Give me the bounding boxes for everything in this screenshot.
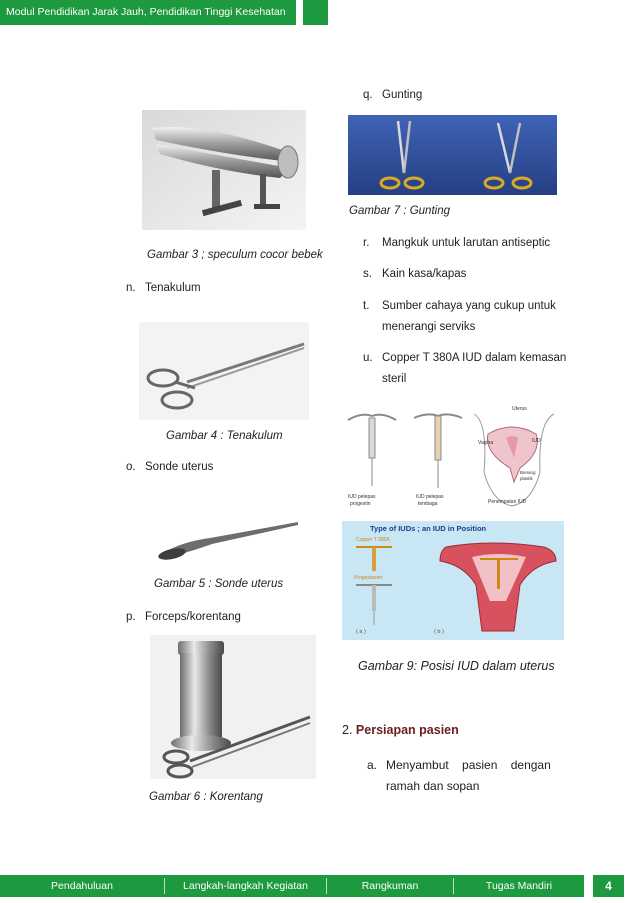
figure-6-caption: Gambar 6 : Korentang bbox=[149, 791, 263, 803]
fig8-label-progestin-2: progestin bbox=[350, 501, 371, 507]
list-marker: a. bbox=[367, 758, 378, 772]
list-text-line2: menerangi serviks bbox=[382, 321, 476, 333]
footer-tab-rangkuman[interactable]: Rangkuman bbox=[361, 880, 419, 892]
fig8-label-iud: IUD bbox=[532, 438, 541, 444]
tenakulum-image bbox=[139, 322, 309, 420]
list-text: Kain kasa/kapas bbox=[382, 268, 467, 280]
fig8-label-penempatan: Penempatan IUD bbox=[488, 499, 527, 505]
figure-sonde bbox=[150, 492, 302, 570]
figure-tenakulum bbox=[139, 322, 309, 420]
list-text: Mangkuk untuk larutan antiseptic bbox=[382, 237, 551, 249]
list-item-t bbox=[363, 296, 563, 338]
list-text: Forceps/korentang bbox=[145, 611, 241, 623]
list-marker: q. bbox=[363, 89, 373, 101]
list-text: Sonde uterus bbox=[145, 461, 214, 473]
list-text: Tenakulum bbox=[145, 282, 201, 294]
figure-7-caption: Gambar 7 : Gunting bbox=[349, 205, 450, 217]
footer-tab-pendahuluan[interactable]: Pendahuluan bbox=[51, 880, 113, 892]
iud-position-image bbox=[342, 521, 564, 640]
fig9-label-b: ( b ) bbox=[434, 629, 444, 635]
fig8-label-progestin-1: IUD pelepas bbox=[348, 494, 376, 500]
gunting-image bbox=[348, 115, 557, 195]
section-heading-persiapan bbox=[342, 723, 459, 737]
fig8-label-benang: Benang bbox=[520, 470, 536, 475]
list-marker: s. bbox=[363, 268, 372, 280]
list-item-q bbox=[363, 89, 422, 101]
list-item-a bbox=[367, 755, 567, 801]
section-number: 2. bbox=[342, 723, 353, 737]
figure-iud-position bbox=[342, 521, 564, 640]
fig8-label-uterus: Uterus bbox=[512, 406, 527, 412]
header-bar bbox=[0, 0, 296, 25]
list-marker: p. bbox=[126, 611, 136, 623]
list-item-u bbox=[363, 348, 567, 390]
list-text-line1: Menyambut pasien dengan bbox=[386, 758, 551, 772]
figure-5-caption: Gambar 5 : Sonde uterus bbox=[154, 578, 284, 590]
list-item-n bbox=[126, 282, 201, 294]
figure-9-caption: Gambar 9: Posisi IUD dalam uterus bbox=[358, 659, 555, 673]
list-item-o bbox=[126, 461, 213, 473]
fig8-label-plastik: plastik bbox=[520, 476, 533, 481]
list-marker: o. bbox=[126, 461, 136, 473]
figure-speculum bbox=[142, 110, 306, 230]
footer-tab-langkah-kegiatan[interactable]: Langkah-langkah Kegiatan bbox=[183, 880, 308, 892]
fig9-label-a: ( a ) bbox=[356, 629, 366, 635]
figure-3-caption: Gambar 3 ; speculum cocor bebek bbox=[147, 249, 323, 261]
figure-korentang bbox=[150, 635, 316, 779]
figure-4-caption: Gambar 4 : Tenakulum bbox=[166, 430, 283, 442]
footer-tab-tugas-mandiri[interactable]: Tugas Mandiri bbox=[485, 880, 553, 892]
iud-types-image bbox=[342, 402, 564, 514]
footer-bar bbox=[0, 875, 584, 897]
sonde-image bbox=[150, 492, 302, 570]
footer-nav bbox=[0, 875, 638, 903]
section-title: Persiapan pasien bbox=[355, 723, 459, 737]
korentang-image bbox=[150, 635, 316, 779]
header-accent-square bbox=[303, 0, 328, 25]
fig8-label-vagina: Vagina bbox=[478, 440, 494, 446]
figure-gunting bbox=[348, 115, 557, 195]
fig8-label-tembaga-1: IUD pelepas bbox=[416, 494, 444, 500]
speculum-image bbox=[142, 110, 306, 230]
figure-iud-types bbox=[342, 402, 564, 514]
list-text-line2: ramah dan sopan bbox=[386, 779, 480, 793]
list-item-r bbox=[363, 237, 550, 249]
list-text: Gunting bbox=[382, 89, 423, 101]
list-marker: n. bbox=[126, 282, 136, 294]
list-marker: t. bbox=[363, 300, 370, 312]
fig8-label-tembaga-2: tembaga bbox=[418, 501, 438, 507]
list-text-line1: Sumber cahaya yang cukup untuk bbox=[382, 300, 556, 312]
list-text-line2: steril bbox=[382, 373, 407, 385]
list-item-p bbox=[126, 611, 241, 623]
fig9-label-copper: Copper T 380A bbox=[356, 537, 390, 543]
list-text-line1: Copper T 380A IUD dalam kemasan bbox=[382, 352, 567, 364]
fig9-title: Type of IUDs ; an IUD in Position bbox=[370, 524, 487, 533]
fig9-label-progestasert: Progestasert bbox=[354, 575, 383, 581]
list-marker: u. bbox=[363, 352, 373, 364]
page-number: 4 bbox=[593, 875, 624, 897]
module-title: Modul Pendidikan Jarak Jauh, Pendidikan Tinggi Kesehatan bbox=[6, 6, 286, 18]
list-item-s bbox=[363, 268, 466, 280]
list-marker: r. bbox=[363, 237, 370, 249]
